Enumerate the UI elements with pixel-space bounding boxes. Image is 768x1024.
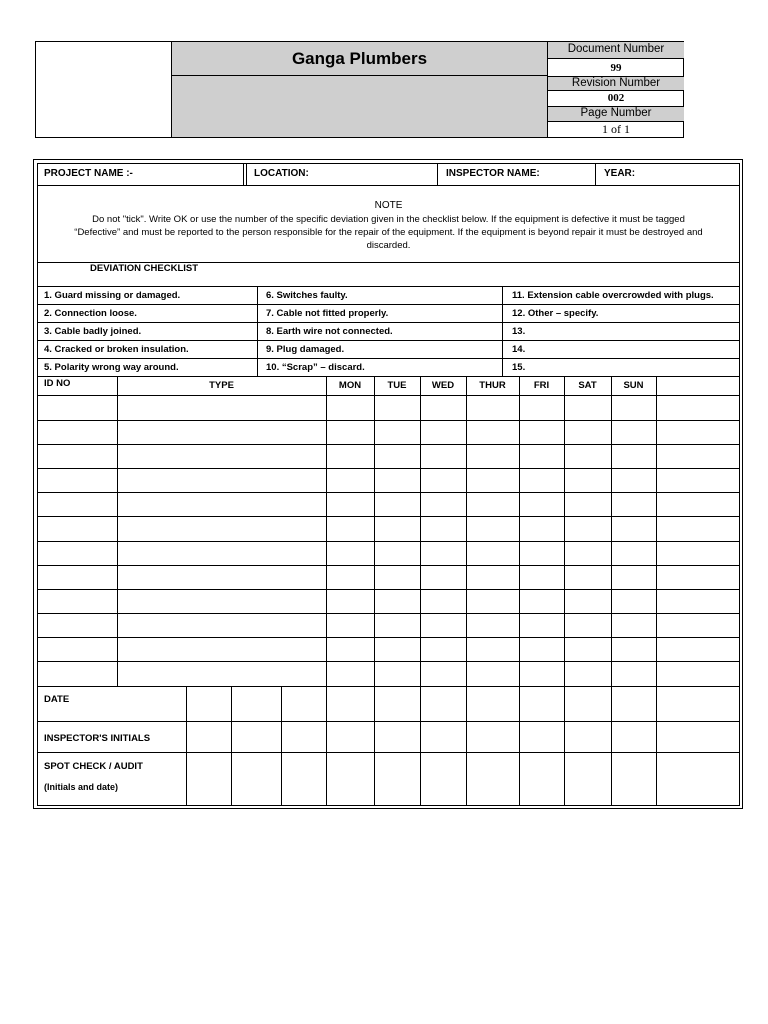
deviation-item: 9. Plug damaged.: [266, 344, 345, 355]
grid-line: [117, 377, 118, 686]
grid-line: [37, 516, 740, 517]
grid-line: [611, 377, 612, 686]
document-header: [35, 41, 684, 138]
grid-line: [37, 637, 740, 638]
page-label: Page Number: [548, 107, 684, 122]
divider: [246, 163, 247, 186]
grid-line: [374, 377, 375, 686]
grid-line: [37, 752, 740, 753]
note-title: NOTE: [374, 200, 403, 211]
form-inner-border: [37, 163, 740, 806]
revision-label: Revision Number: [548, 77, 684, 91]
revision-value: 002: [548, 91, 684, 107]
divider: [37, 304, 740, 305]
deviation-item: 8. Earth wire not connected.: [266, 326, 393, 337]
divider: [437, 163, 438, 186]
col-header-id: ID NO: [44, 378, 71, 389]
logo-area: [36, 42, 172, 137]
grid-line: [420, 686, 421, 806]
grid-line: [37, 420, 740, 421]
date-label: DATE: [44, 694, 70, 705]
deviation-item: 10. “Scrap” – discard.: [266, 362, 365, 373]
grid-line: [564, 686, 565, 806]
col-header-fri: FRI: [533, 380, 550, 391]
company-title: Ganga Plumbers: [172, 42, 547, 76]
grid-line: [519, 686, 520, 806]
grid-line: [611, 686, 612, 806]
grid-line: [466, 686, 467, 806]
grid-line: [37, 492, 740, 493]
col-header-sat: SAT: [578, 380, 597, 391]
grid-line: [326, 686, 327, 806]
deviation-item: 15.: [512, 362, 526, 373]
note-line-2: “Defective” and must be reported to the person responsible for the repair of the equipment. If the equipment is beyond repair it must be destroyed and: [74, 227, 703, 238]
divider: [37, 322, 740, 323]
deviation-item: 7. Cable not fitted properly.: [266, 308, 389, 319]
inspector-name-label: INSPECTOR NAME:: [446, 168, 540, 179]
grid-line: [466, 377, 467, 686]
col-header-tue: TUE: [387, 380, 407, 391]
col-header-type: TYPE: [209, 380, 234, 391]
spot-check-label: SPOT CHECK / AUDIT: [44, 761, 143, 772]
grid-line: [37, 721, 740, 722]
deviation-item: 6. Switches faulty.: [266, 290, 348, 301]
spot-check-sublabel: (Initials and date): [44, 782, 119, 792]
grid-line: [231, 686, 232, 806]
divider: [595, 163, 596, 186]
grid-line: [374, 686, 375, 806]
divider: [502, 286, 503, 377]
location-label: LOCATION:: [254, 168, 309, 179]
deviation-item: 12. Other – specify.: [512, 308, 599, 319]
project-name-label: PROJECT NAME :-: [44, 168, 133, 179]
divider: [37, 376, 740, 377]
grid-line: [37, 395, 740, 396]
doc-number-label: Document Number: [548, 42, 684, 59]
col-header-thur: THUR: [479, 380, 506, 391]
divider: [37, 286, 740, 287]
divider: [37, 358, 740, 359]
grid-line: [37, 613, 740, 614]
grid-line: [656, 686, 657, 806]
deviation-item: 4. Cracked or broken insulation.: [44, 344, 189, 355]
deviation-item: 11. Extension cable overcrowded with plugs.: [512, 290, 714, 301]
deviation-item: 3. Cable badly joined.: [44, 326, 142, 337]
grid-line: [37, 565, 740, 566]
grid-line: [37, 589, 740, 590]
deviation-item: 14.: [512, 344, 526, 355]
page-value: 1 of 1: [602, 122, 630, 136]
divider: [37, 185, 740, 186]
grid-line: [656, 377, 657, 686]
divider: [243, 163, 244, 186]
grid-line: [564, 377, 565, 686]
inspector-initials-label: INSPECTOR'S INITIALS: [44, 733, 151, 744]
grid-line: [326, 377, 327, 686]
year-label: YEAR:: [604, 168, 636, 179]
col-header-sun: SUN: [623, 380, 644, 391]
col-header-wed: WED: [431, 380, 455, 391]
grid-line: [420, 377, 421, 686]
grid-line: [37, 686, 740, 687]
note-line-1: Do not "tick". Write OK or use the number of the specific deviation given in the checklist below. If the equipment is defective it must be tagged: [92, 214, 685, 225]
deviation-item: 5. Polarity wrong way around.: [44, 362, 179, 373]
deviation-item: 2. Connection loose.: [44, 308, 137, 319]
document-meta: [547, 42, 684, 137]
deviation-checklist-title: DEVIATION CHECKLIST: [90, 263, 199, 274]
col-header-mon: MON: [338, 380, 362, 391]
deviation-item: 1. Guard missing or damaged.: [44, 290, 181, 301]
grid-line: [37, 661, 740, 662]
grid-line: [281, 686, 282, 806]
grid-line: [186, 686, 187, 806]
doc-number-value: 99: [548, 59, 684, 77]
divider: [257, 286, 258, 377]
note-line-3: discarded.: [366, 240, 411, 251]
divider: [37, 340, 740, 341]
grid-line: [37, 468, 740, 469]
grid-line: [37, 444, 740, 445]
header-grey-panel: [172, 76, 547, 137]
deviation-item: 13.: [512, 326, 526, 337]
grid-line: [37, 541, 740, 542]
grid-line: [519, 377, 520, 686]
